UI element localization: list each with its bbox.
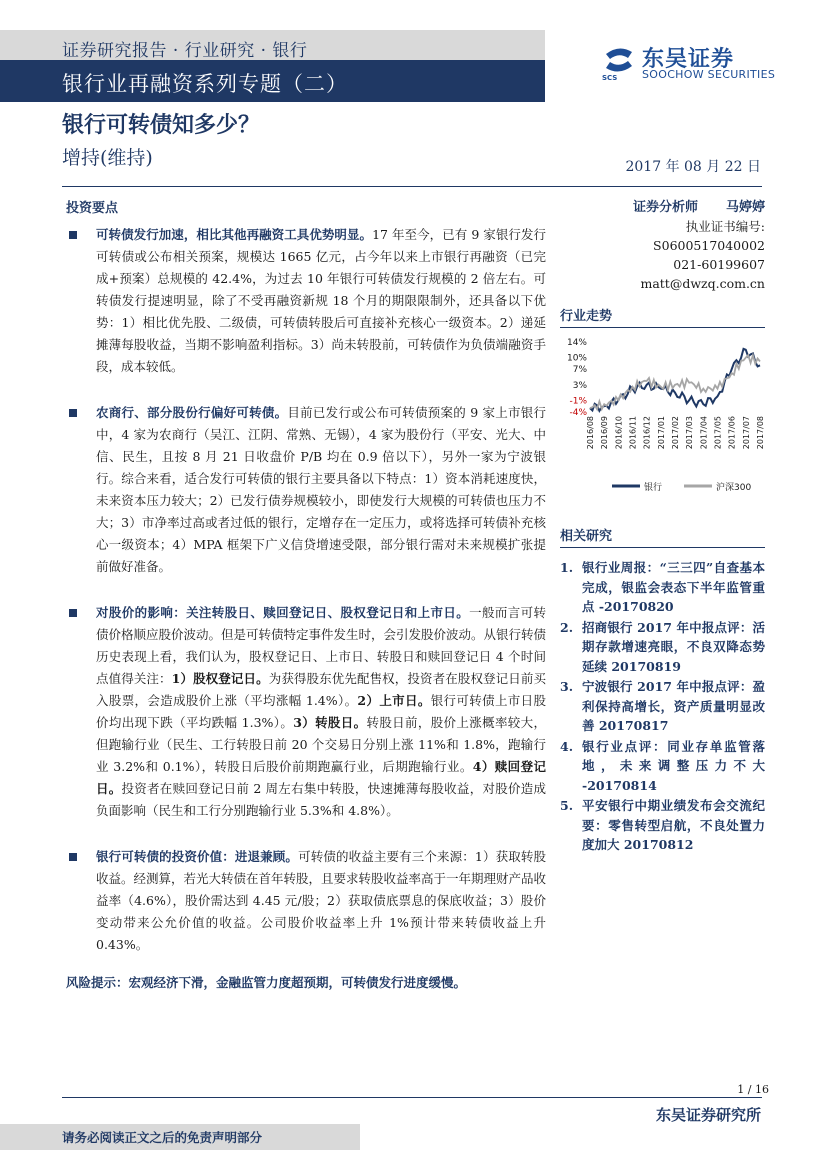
x-tick-label: 2017/06 [727, 416, 737, 450]
point-text: 17 年至今，已有 9 家银行发行可转债或公布相关预案，规模达 1665 亿元，占今年以来上市银行再融资（已完成+预案）总规模的 42.4%，为过去 10 年银行可转债发行规模的 2 倍左右。可转债发行提速明显，除了不受再融资新规 18 个月的期限限制外，还具备以下优势：1）相比优先股、二级债，可转债转股后可直接补充核心一级资本。2）递延摊薄每股收益，当期不影响盈利指标。3）尚未转股前，可转债作为负债端融资手段，成本较低。 [96, 227, 546, 374]
logo-abbreviation: SCS [602, 74, 618, 82]
investment-summary [66, 198, 546, 994]
x-tick-label: 2017/07 [741, 416, 751, 450]
point-lead: 可转债发行加速，相比其他再融资工具优势明显。 [96, 227, 373, 242]
x-tick-label: 2017/02 [671, 416, 680, 450]
related-item[interactable]: 5. 平安银行中期业绩发布会交流纪要：零售转型启航，不良处置力度加大 20170812 [560, 798, 765, 852]
x-tick-label: 2016/11 [628, 416, 638, 450]
related-item[interactable]: 1. 银行业周报：“三三四”自查基本完成，银监会表态下半年监管重点 -20170820 [560, 560, 765, 614]
report-title: 银行可转债知多少？ [62, 112, 261, 138]
sidebar [560, 198, 765, 856]
y-tick-label: -4% [569, 408, 587, 418]
point-text: 可转债的收益主要有三个来源：1）获取转股收益。经测算，若光大转债在首年转股，且要求转股收益率高于一年期理财产品收益率（4.6%），股价需达到 4.45 元/股；2）获取债底票息的保底收益；3）股价变动带来公允价值的收益。公司股价收益率上升 1%预计带来转债收益上升 0.43%。 [96, 849, 547, 952]
risk-warning: 风险提示：宏观经济下滑，金融监管力度超预期，可转债发行进度缓慢。 [66, 975, 467, 990]
square-bullet-icon [69, 853, 77, 861]
related-item[interactable]: 2. 招商银行 2017 年中报点评：活期存款增速亮眼，不良双降态势延续 20170819 [560, 619, 765, 674]
y-tick-label: 7% [572, 365, 587, 376]
y-tick-label: 10% [566, 353, 587, 364]
related-item[interactable]: 3. 宁波银行 2017 年中报点评：盈利保持高增长，资产质量明显改善 20170817 [560, 679, 765, 733]
footer-divider [62, 1097, 762, 1098]
related-item[interactable]: 4. 银行业点评：同业存单监管落地，未来调整压力不大 -20170814 [560, 738, 765, 793]
company-logo [602, 44, 776, 84]
cert-label: 执业证书编号: [685, 219, 765, 234]
event-4: 4）赎回登记日。 [96, 759, 546, 796]
analyst-role-label: 证券分析师 [632, 200, 698, 215]
square-bullet-icon [69, 231, 77, 239]
cert-number: S0600517040002 [653, 238, 765, 253]
point-text: 转股日前，股价上涨概率较大，但跑输行业（民生、工行转股日前 20 个交易日分别上涨 11%和 1.8%，跑输行业 3.2%和 0.1%），转股日后股价前期跑赢行业，后期跑输行业。 [96, 715, 546, 774]
x-tick-label: 2017/04 [699, 416, 709, 450]
summary-point-3 [66, 602, 546, 822]
summary-point-2 [66, 402, 546, 578]
x-tick-label: 2016/08 [586, 416, 595, 450]
y-tick-label: 14% [566, 338, 587, 348]
series-title: 银行业再融资系列专题（二） [62, 72, 348, 96]
point-text: 目前已发行或公布可转债预案的 9 家上市银行中，4 家为农商行（吴江、江阴、常熟、无锡），4 家为股份行（平安、光大、中信、民生，且按 8 月 21 日收盘价 P/B 均在 0.9 倍以下），另外一家为宁波银行。综合来看，适合发行可转债的银行主要具备以下特点：1）资本消耗速度快，未来资本压力较大；2）已发行债券规模较小，即使发行大规模的可转债也压力不大；3）市净率过高或者过低的银行，定增存在一定压力，或将选择可转债补充核心一级资本；4）MPA 框架下广义信贷增速受限，部分银行需对未来规模扩张提前做好准备。 [96, 405, 546, 574]
x-tick-label: 2016/12 [642, 416, 652, 450]
point-text: 投资者在赎回登记日前 2 周左右集中转股，快速摊薄每股收益，对股价造成负面影响（民生和工行分别跑输行业 5.3%和 4.8%）。 [96, 781, 546, 818]
point-text: 为获得股东优先配售权，投资者在股权登记日前买入股票，会造成股价上涨（平均涨幅 1.4%）。 [96, 671, 546, 708]
logo-chinese-name: 东吴证券 [642, 47, 735, 72]
event-3: 3）转股日。 [293, 715, 367, 730]
summary-heading: 投资要点 [66, 201, 119, 216]
point-text: 一般而言可转债价格顺应股价波动。但是可转债特定事件发生时，会引发股价波动。从银行转债历史表现上看，我们认为，股权登记日、上市日、转股日和赎回登记日 4 个时间点值得关注： [96, 605, 547, 686]
y-tick-label: 3% [572, 380, 587, 391]
analyst-info [560, 198, 765, 293]
point-text: 银行可转债上市日股价均出现下跌（平均跌幅 1.3%）。 [96, 693, 546, 730]
point-lead: 银行可转债的投资价值：进退兼顾。 [96, 849, 299, 864]
analyst-phone: 021-60199607 [673, 257, 765, 272]
event-1: 1）股权登记日。 [171, 671, 269, 686]
series-line-bank [590, 349, 760, 411]
x-tick-label: 2017/01 [656, 416, 666, 450]
related-research-list [560, 558, 765, 855]
related-heading: 相关研究 [560, 525, 765, 548]
industry-trend-chart [560, 334, 765, 499]
disclaimer-note[interactable]: 请务必阅读正文之后的免责声明部分 [62, 1130, 263, 1145]
logo-mark-icon [602, 44, 636, 78]
legend-label: 银行 [644, 483, 663, 493]
x-tick-label: 2017/08 [756, 416, 765, 450]
page-number: 1 / 16 [737, 1083, 769, 1096]
report-date: 2017 年 08 月 22 日 [625, 159, 761, 175]
y-tick-label: -1% [569, 396, 587, 407]
square-bullet-icon [69, 409, 77, 417]
point-lead: 农商行、部分股份行偏好可转债。 [96, 405, 288, 420]
institute-name: 东吴证券研究所 [655, 1106, 761, 1124]
x-tick-label: 2017/03 [685, 416, 695, 450]
breadcrumb: 证券研究报告 · 行业研究 · 银行 [62, 41, 308, 61]
logo-english-name: SOOCHOW SECURITIES [642, 68, 776, 81]
analyst-name: 马婷婷 [725, 200, 765, 215]
square-bullet-icon [69, 609, 77, 617]
point-lead: 对股价的影响：关注转股日、赎回登记日、股权登记日和上市日。 [96, 605, 470, 620]
x-tick-label: 2016/10 [614, 416, 624, 450]
x-tick-label: 2016/09 [600, 416, 610, 450]
rating: 增持(维持) [62, 147, 153, 169]
x-tick-label: 2017/05 [713, 416, 723, 450]
summary-point-1 [66, 224, 546, 378]
header-divider [62, 186, 762, 187]
analyst-email[interactable]: matt@dwzq.com.cn [640, 276, 765, 291]
event-2: 2）上市日。 [357, 693, 431, 708]
trend-heading: 行业走势 [560, 305, 765, 328]
analyst-role [560, 198, 765, 217]
summary-point-4 [66, 846, 546, 956]
legend-label: 沪深300 [716, 483, 752, 493]
